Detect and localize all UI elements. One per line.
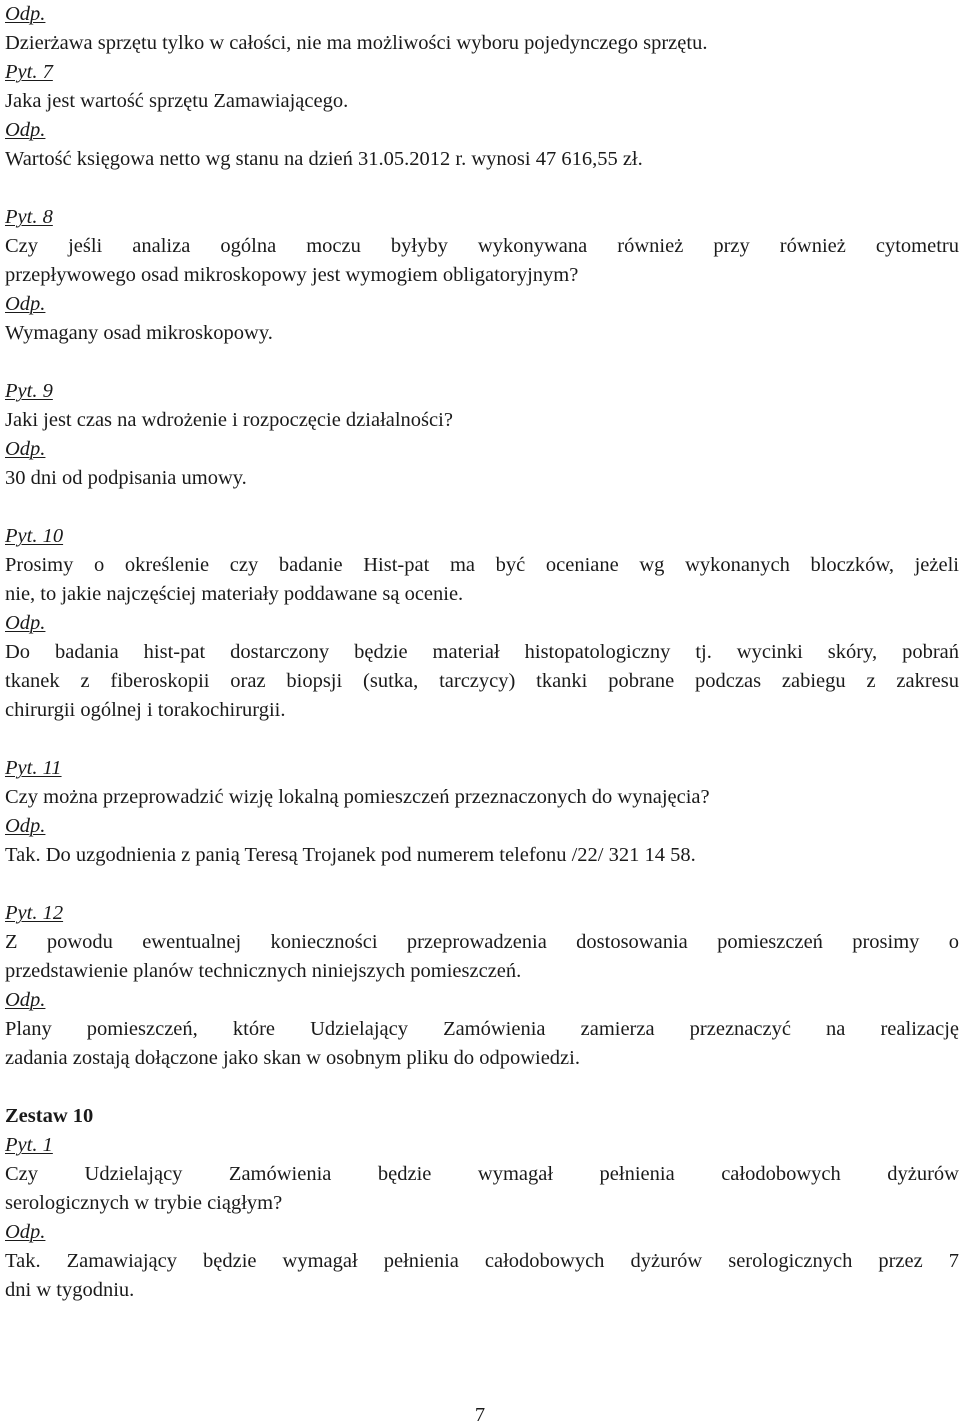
question-text: serologicznych w trybie ciągłym? <box>5 1192 283 1214</box>
question-text: Z powodu ewentualnej konieczności przeprowadzenia dostosowania pomieszczeń prosimy o <box>5 931 959 953</box>
question-text: przedstawienie planów technicznych niniejszych pomieszczeń. <box>5 960 522 982</box>
answer-label: Odp. <box>5 612 46 634</box>
answer-text: Dzierżawa sprzętu tylko w całości, nie ma możliwości wyboru pojedynczego sprzętu. <box>5 32 708 54</box>
answer-text: Wartość księgowa netto wg stanu na dzień 31.05.2012 r. wynosi 47 616,55 zł. <box>5 148 643 170</box>
question-text: Czy jeśli analiza ogólna moczu byłyby wykonywana również przy również cytometru <box>5 235 959 257</box>
question-label: Pyt. 7 <box>5 61 53 83</box>
document-page <box>5 0 959 1305</box>
answer-label: Odp. <box>5 989 46 1011</box>
answer-label: Odp. <box>5 119 46 141</box>
answer-text: zadania zostają dołączone jako skan w osobnym pliku do odpowiedzi. <box>5 1047 580 1069</box>
answer-text: Tak. Do uzgodnienia z panią Teresą Trojanek pod numerem telefonu /22/ 321 14 58. <box>5 844 696 866</box>
question-text: Prosimy o określenie czy badanie Hist-pat ma być oceniane wg wykonanych bloczków, jeżeli <box>5 554 959 576</box>
question-label: Pyt. 12 <box>5 902 64 924</box>
question-text: Czy można przeprowadzić wizję lokalną pomieszczeń przeznaczonych do wynajęcia? <box>5 786 710 808</box>
question-text: Jaka jest wartość sprzętu Zamawiającego. <box>5 90 349 112</box>
question-label: Pyt. 10 <box>5 525 64 547</box>
section-heading: Zestaw 10 <box>5 1105 94 1127</box>
answer-text: Plany pomieszczeń, które Udzielający Zamówienia zamierza przeznaczyć na realizację <box>5 1018 959 1040</box>
question-text: nie, to jakie najczęściej materiały poddawane są ocenie. <box>5 583 464 605</box>
question-text: Jaki jest czas na wdrożenie i rozpoczęcie działalności? <box>5 409 453 431</box>
answer-text: chirurgii ogólnej i torakochirurgii. <box>5 699 286 721</box>
answer-text: dni w tygodniu. <box>5 1279 135 1301</box>
question-text: Czy Udzielający Zamówienia będzie wymagał pełnienia całodobowych dyżurów <box>5 1163 959 1185</box>
question-label: Pyt. 9 <box>5 380 53 402</box>
question-label: Pyt. 11 <box>5 757 62 779</box>
answer-label: Odp. <box>5 293 46 315</box>
answer-text: Tak. Zamawiający będzie wymagał pełnienia całodobowych dyżurów serologicznych przez 7 <box>5 1250 959 1272</box>
answer-text: 30 dni od podpisania umowy. <box>5 467 247 489</box>
page-number: 7 <box>474 1404 486 1426</box>
answer-label: Odp. <box>5 815 46 837</box>
answer-label: Odp. <box>5 438 46 460</box>
answer-label: Odp. <box>5 3 46 25</box>
answer-text: tkanek z fiberoskopii oraz biopsji (sutka, tarczycy) tkanki pobrane podczas zabiegu z zakresu <box>5 670 959 692</box>
question-label: Pyt. 8 <box>5 206 53 228</box>
answer-text: Do badania hist-pat dostarczony będzie materiał histopatologiczny tj. wycinki skóry, pobrań <box>5 641 959 663</box>
question-label: Pyt. 1 <box>5 1134 53 1156</box>
answer-label: Odp. <box>5 1221 46 1243</box>
question-text: przepływowego osad mikroskopowy jest wymogiem obligatoryjnym? <box>5 264 579 286</box>
answer-text: Wymagany osad mikroskopowy. <box>5 322 273 344</box>
